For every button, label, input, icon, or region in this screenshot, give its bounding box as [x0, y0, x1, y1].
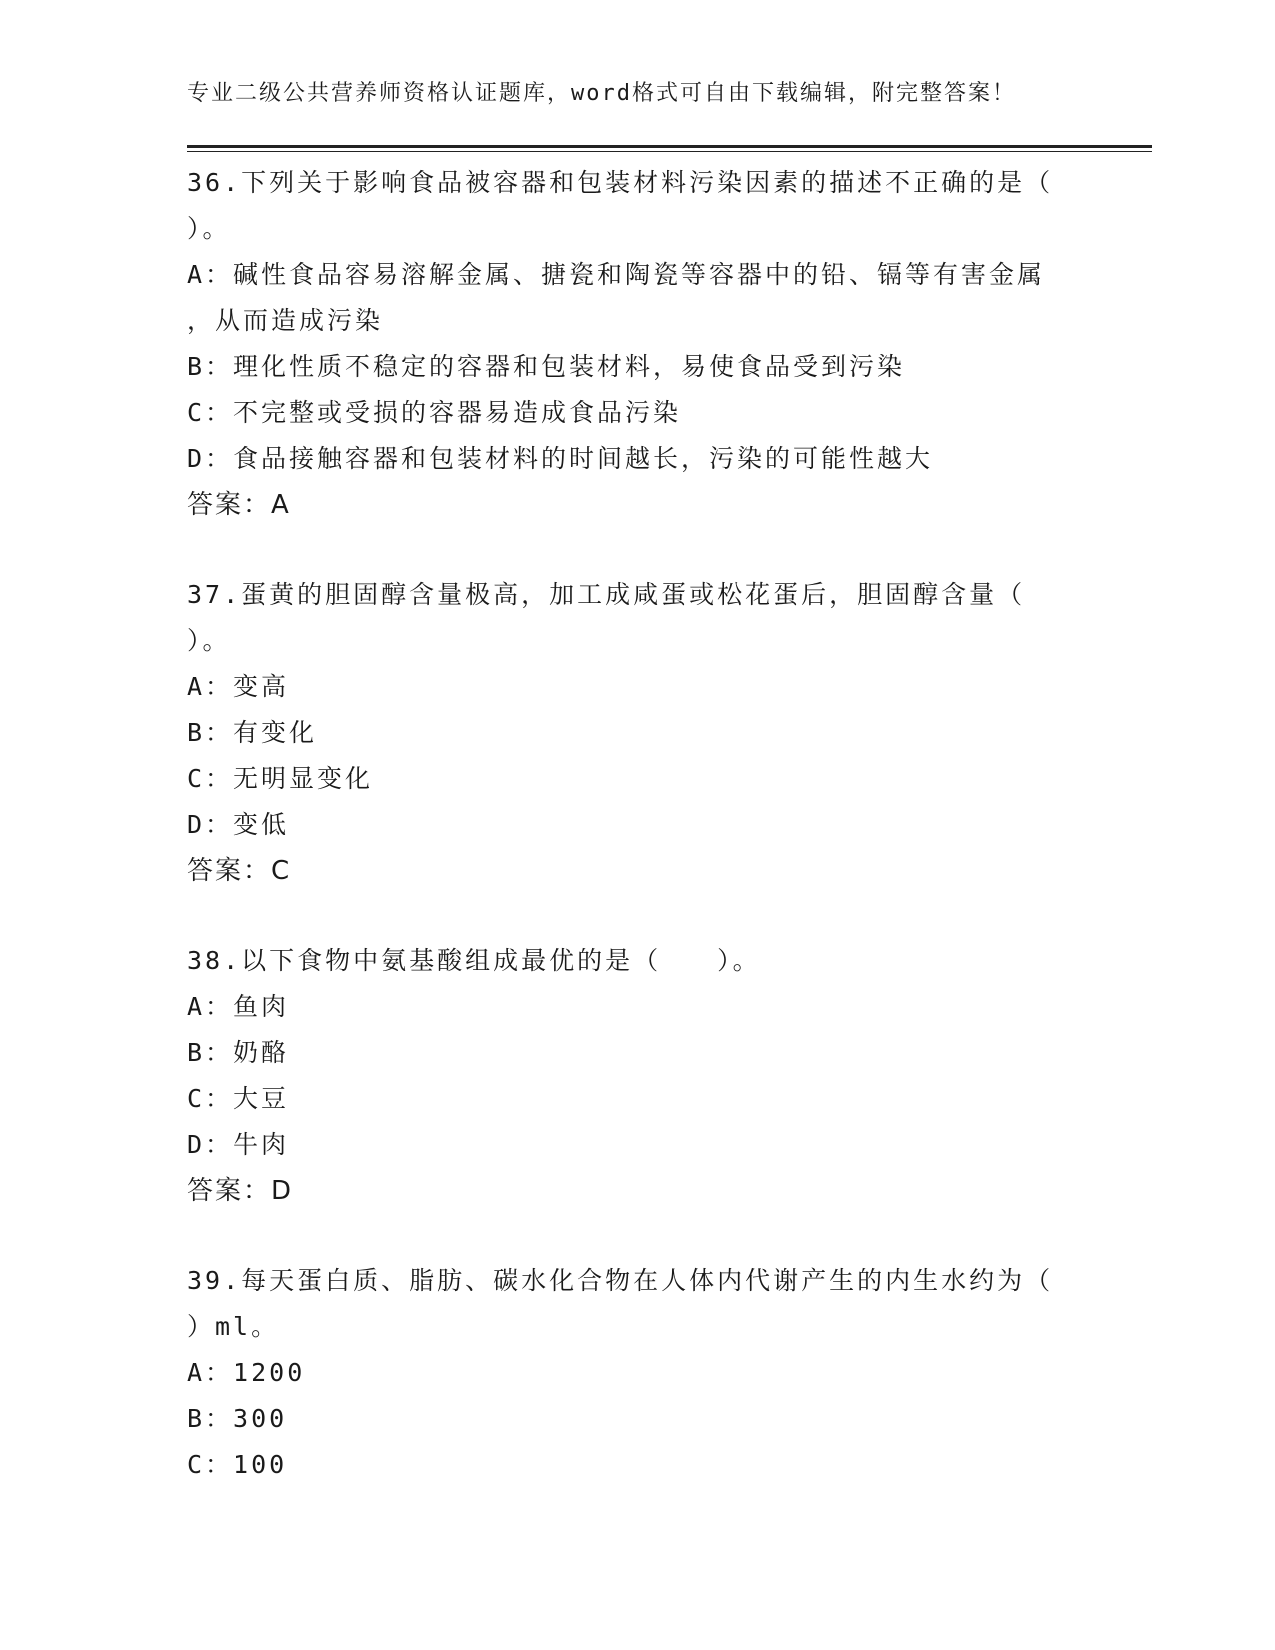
question-38 — [187, 938, 1087, 1214]
question-stem: 38.以下食物中氨基酸组成最优的是（ ）。 — [187, 946, 761, 975]
option-a: A：碱性食品容易溶解金属、搪瓷和陶瓷等容器中的铅、镉等有害金属 — [187, 260, 1046, 289]
option-c: C：不完整或受损的容器易造成食品污染 — [187, 398, 682, 427]
header-rule-thin — [187, 151, 1152, 152]
answer: 答案：A — [187, 490, 291, 520]
option-c: C：100 — [187, 1450, 288, 1479]
question-stem: 39.每天蛋白质、脂肪、碳水化合物在人体内代谢产生的内生水约为（ — [187, 1266, 1054, 1295]
question-stem: ）。 — [187, 626, 231, 655]
option-a-continued: ，从而造成污染 — [187, 306, 384, 335]
question-39 — [187, 1258, 1087, 1488]
option-d: D：变低 — [187, 810, 290, 839]
answer: 答案：C — [187, 856, 292, 886]
option-a: A：变高 — [187, 672, 290, 701]
option-b: B：有变化 — [187, 718, 318, 747]
question-stem: 36.下列关于影响食品被容器和包装材料污染因素的描述不正确的是（ — [187, 168, 1054, 197]
question-37 — [187, 572, 1087, 894]
option-b: B：理化性质不稳定的容器和包装材料，易使食品受到污染 — [187, 352, 906, 381]
option-c: C：无明显变化 — [187, 764, 374, 793]
option-a: A：1200 — [187, 1358, 306, 1387]
option-d: D：食品接触容器和包装材料的时间越长，污染的可能性越大 — [187, 444, 934, 473]
option-b: B：奶酪 — [187, 1038, 290, 1067]
question-stem: 37.蛋黄的胆固醇含量极高，加工成咸蛋或松花蛋后，胆固醇含量（ — [187, 580, 1026, 609]
option-a: A：鱼肉 — [187, 992, 290, 1021]
page-header: 专业二级公共营养师资格认证题库，word格式可自由下载编辑，附完整答案！ — [187, 81, 1016, 106]
answer: 答案：D — [187, 1176, 294, 1206]
option-b: B：300 — [187, 1404, 288, 1433]
question-stem: ）ml。 — [187, 1312, 280, 1341]
question-stem: ）。 — [187, 214, 231, 243]
option-c: C：大豆 — [187, 1084, 290, 1113]
option-d: D：牛肉 — [187, 1130, 290, 1159]
header-rule-thick — [187, 145, 1152, 148]
question-36 — [187, 160, 1087, 528]
question-list — [187, 160, 1087, 1532]
